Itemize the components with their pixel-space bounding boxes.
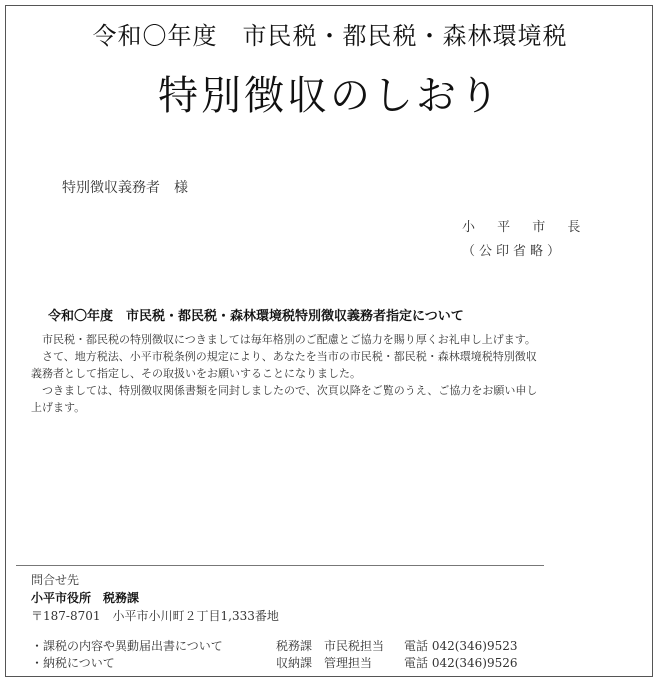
contact-phone: 電話 042(346)9523 [404,639,518,653]
contact-dept: 税務課 市民税担当 [276,639,385,653]
sender-block [462,216,589,264]
contact-block [31,572,279,625]
notice-paragraph: 市民税・都民税の特別徴収につきましては毎年格別のご配慮とご協力を賜り厚くお礼申し上げます。 [42,333,536,346]
addressee: 特別徴収義務者 様 [62,180,188,196]
contact-row [31,655,518,672]
contact-office: 小平市役所 税務課 [31,591,140,605]
contact-topic: ・課税の内容や異動届出書について [31,639,223,653]
contact-topic: ・納税について [31,656,115,670]
contact-heading: 問合せ先 [31,573,80,587]
notice-title: 令和〇年度 市民税・都民税・森林環境税特別徴収義務者指定について [48,309,464,324]
contact-dept: 収納課 管理担当 [276,656,373,670]
contact-address: 〒187-8701 小平市小川町２丁目1,333番地 [31,609,279,623]
seal-note: （公印省略） [462,244,565,259]
contact-divider [16,565,544,566]
contact-phone: 電話 042(346)9526 [404,656,518,670]
document-title: 特別徴収のしおり [158,73,502,119]
fiscal-year-subtitle: 令和〇年度 市民税・都民税・森林環境税 [92,22,568,50]
notice-paragraph: つきましては、特別徴収関係書類を同封しましたので、次頁以降をご覧のうえ、ご協力をお願い申し上げます。 [31,384,538,414]
notice-body [31,331,539,416]
notice-paragraph: さて、地方税法、小平市税条例の規定により、あなたを当市の市民税・都民税・森林環境税特別徴収義務者として指定し、その取扱いをお願いすることになりました。 [31,350,537,380]
sender-name: 小 平 市 長 [462,220,590,235]
contact-row [31,638,518,655]
contact-table [31,638,518,672]
